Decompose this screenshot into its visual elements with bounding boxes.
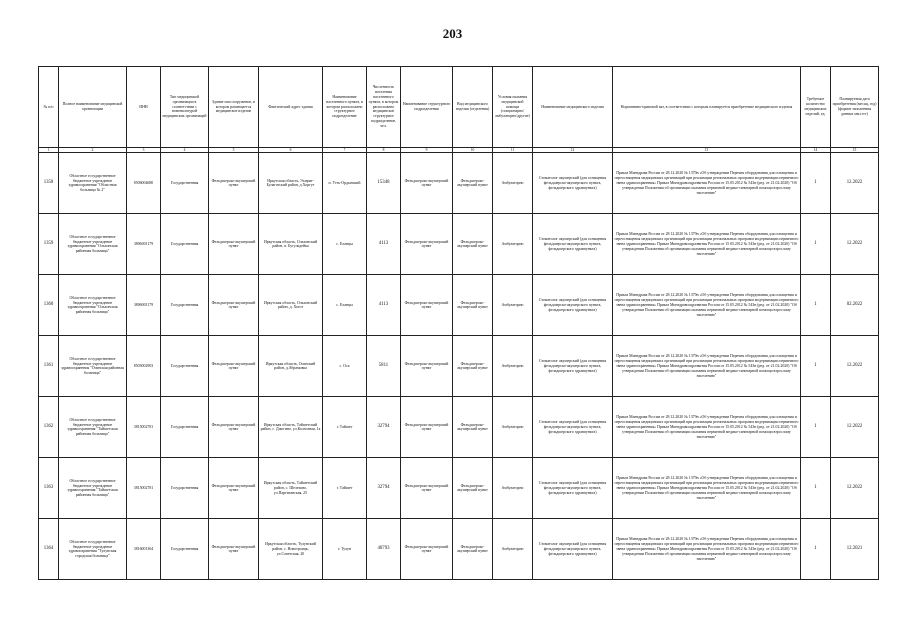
org-type-cell: Государственная: [161, 519, 209, 580]
address-cell: Иркутская область, Ольхонский район, п. Бугульдейка: [259, 214, 323, 275]
conditions-cell: Амбулаторно: [493, 214, 533, 275]
population-cell: 40793: [367, 519, 401, 580]
conditions-cell: Амбулаторно: [493, 336, 533, 397]
column-header: Нормативно-правовой акт, в соответствии с которым планируется приобретение медицинского изделия: [613, 67, 801, 148]
organization-name: Областное государственное бюджетное учреждение здравоохранения "Осинская районная больница": [59, 336, 127, 397]
inn-cell: 3815002781: [127, 397, 161, 458]
population-cell: 4113: [367, 214, 401, 275]
conditions-cell: Амбулаторно: [493, 153, 533, 214]
column-number: 1: [39, 148, 59, 153]
legal-act-cell: Приказ Минздрава России от 28.12.2020 № 1379н «Об утверждении Перечня оборудования для оснащения и переоснащения медицинских организаций при реализации региональных программ модернизации первичного звена здравоохранения» Приказ Минздравсоцразвития России от 15.05.2012 № 543н (ред. от 21.02.2020) "Об утверждении Положения об организации оказания первичной медико-санитарной помощи взрослому населению": [613, 153, 801, 214]
column-header: Полное наименование медицинской организации: [59, 67, 127, 148]
locality-cell: г. Тайшет: [323, 458, 367, 519]
inn-cell: 8506004680: [127, 153, 161, 214]
column-header: Вид медицинского изделия (отделения): [453, 67, 493, 148]
column-number: 3: [127, 148, 161, 153]
building-cell: Фельдшерско-акушерский пункт: [209, 214, 259, 275]
kind-cell: Фельдшерско-акушерский пункт: [453, 397, 493, 458]
legal-act-cell: Приказ Минздрава России от 28.12.2020 № 1379н «Об утверждении Перечня оборудования для оснащения и переоснащения медицинских организаций при реализации региональных программ модернизации первичного звена здравоохранения» Приказ Минздравсоцразвития России от 15.05.2012 № 543н (ред. от 21.02.2020) "Об утверждении Положения об организации оказания первичной медико-санитарной помощи взрослому населению": [613, 458, 801, 519]
inn-cell: 3806001179: [127, 214, 161, 275]
legal-act-cell: Приказ Минздрава России от 28.12.2020 № 1379н «Об утверждении Перечня оборудования для оснащения и переоснащения медицинских организаций при реализации региональных программ модернизации первичного звена здравоохранения» Приказ Минздравсоцразвития России от 15.05.2012 № 543н (ред. от 21.02.2020) "Об утверждении Положения об организации оказания первичной медико-санитарной помощи взрослому населению": [613, 336, 801, 397]
kind-cell: Фельдшерско-акушерский пункт: [453, 336, 493, 397]
organization-name: Областное государственное бюджетное учреждение здравоохранения "Ольхонская районная больница": [59, 275, 127, 336]
quantity-cell: 1: [801, 336, 831, 397]
organization-name: Областное государственное бюджетное учреждение здравоохранения "Тайшетская районная больница": [59, 397, 127, 458]
quantity-cell: 1: [801, 458, 831, 519]
date-cell: 02.2022: [831, 275, 879, 336]
legal-act-cell: Приказ Минздрава России от 28.12.2020 № 1379н «Об утверждении Перечня оборудования для оснащения и переоснащения медицинских организаций при реализации региональных программ модернизации первичного звена здравоохранения» Приказ Минздравсоцразвития России от 15.05.2012 № 543н (ред. от 21.02.2020) "Об утверждении Положения об организации оказания первичной медико-санитарной помощи взрослому населению": [613, 519, 801, 580]
inn-cell: 3815002781: [127, 458, 161, 519]
building-cell: Фельдшерско-акушерский пункт: [209, 153, 259, 214]
column-number: 9: [401, 148, 453, 153]
locality-cell: г. Тайшет: [323, 397, 367, 458]
column-header: Наименование структурного подразделения: [401, 67, 453, 148]
column-number: 2: [59, 148, 127, 153]
column-header: Планируемая дата приобретения (месяц, год) (формат заполнения данных мм.гггг): [831, 67, 879, 148]
conditions-cell: Амбулаторно: [493, 397, 533, 458]
population-cell: 5811: [367, 336, 401, 397]
legal-act-cell: Приказ Минздрава России от 28.12.2020 № 1379н «Об утверждении Перечня оборудования для оснащения и переоснащения медицинских организаций при реализации региональных программ модернизации первичного звена здравоохранения» Приказ Минздравсоцразвития России от 15.05.2012 № 543н (ред. от 21.02.2020) "Об утверждении Положения об организации оказания первичной медико-санитарной помощи взрослому населению": [613, 214, 801, 275]
table-row: [39, 153, 879, 214]
organization-name: Областное государственное бюджетное учреждение здравоохранения "Ольхонская районная больница": [59, 214, 127, 275]
date-cell: 12.2022: [831, 458, 879, 519]
address-cell: Иркутская область, Тайшетский район, с. Джогино, ул.Колхозная, 1а: [259, 397, 323, 458]
table-row: [39, 214, 879, 275]
unit-cell: Фельдшерско-акушерский пункт: [401, 214, 453, 275]
conditions-cell: Амбулаторно: [493, 458, 533, 519]
organization-name: Областное государственное бюджетное учреждение здравоохранения "Областная больница № 2": [59, 153, 127, 214]
address-cell: Иркутская область, Тайшетский район, с. Шелехово, ул.Партизанская, 25: [259, 458, 323, 519]
date-cell: 12.2022: [831, 153, 879, 214]
column-number: 11: [493, 148, 533, 153]
conditions-cell: Амбулаторно: [493, 519, 533, 580]
building-cell: Фельдшерско-акушерский пункт: [209, 397, 259, 458]
locality-cell: п. Усть-Ордынский: [323, 153, 367, 214]
row-number: 1361: [39, 336, 59, 397]
row-number: 1360: [39, 275, 59, 336]
population-cell: 32794: [367, 397, 401, 458]
column-number: 6: [259, 148, 323, 153]
column-number: 15: [831, 148, 879, 153]
column-header: № п/п: [39, 67, 59, 148]
column-header: Тип медицинской организации в соответствии с номенклатурой медицинских организаций: [161, 67, 209, 148]
table-row: [39, 275, 879, 336]
row-number: 1359: [39, 214, 59, 275]
column-number: 5: [209, 148, 259, 153]
organization-name: Областное государственное бюджетное учреждение здравоохранения "Тайшетская районная больница": [59, 458, 127, 519]
kind-cell: Фельдшерско-акушерский пункт: [453, 458, 493, 519]
legal-act-cell: Приказ Минздрава России от 28.12.2020 № 1379н «Об утверждении Перечня оборудования для оснащения и переоснащения медицинских организаций при реализации региональных программ модернизации первичного звена здравоохранения» Приказ Минздравсоцразвития России от 15.05.2012 № 543н (ред. от 21.02.2020) "Об утверждении Положения об организации оказания первичной медико-санитарной помощи взрослому населению": [613, 275, 801, 336]
quantity-cell: 1: [801, 519, 831, 580]
equipment-table: [38, 66, 879, 580]
address-cell: Иркутская область, Осинский район, д.Абрамовка: [259, 336, 323, 397]
kind-cell: Фельдшерско-акушерский пункт: [453, 519, 493, 580]
quantity-cell: 1: [801, 214, 831, 275]
column-header: Здание или сооружение, в котором размещается медицинское изделие: [209, 67, 259, 148]
column-number: 14: [801, 148, 831, 153]
population-cell: 4113: [367, 275, 401, 336]
header-row: [39, 67, 879, 148]
column-header: Фактический адрес здания: [259, 67, 323, 148]
column-number: 7: [323, 148, 367, 153]
column-header: Численность населения населенного пункта, в котором расположено медицинское структурное подразделение, чел.: [367, 67, 401, 148]
column-number: 8: [367, 148, 401, 153]
unit-cell: Фельдшерско-акушерский пункт: [401, 458, 453, 519]
row-number: 1363: [39, 458, 59, 519]
org-type-cell: Государственная: [161, 214, 209, 275]
device-cell: Стоматолог акушерский (для оснащения фельдшерско-акушерского пункта, фельдшерского здравпункта): [533, 458, 613, 519]
kind-cell: Фельдшерско-акушерский пункт: [453, 153, 493, 214]
quantity-cell: 1: [801, 397, 831, 458]
unit-cell: Фельдшерско-акушерский пункт: [401, 336, 453, 397]
device-cell: Стоматолог акушерский (для оснащения фельдшерско-акушерского пункта, фельдшерского здравпункта): [533, 336, 613, 397]
column-header: Наименование медицинского изделия: [533, 67, 613, 148]
population-cell: 15348: [367, 153, 401, 214]
inn-cell: 3816001364: [127, 519, 161, 580]
unit-cell: Фельдшерско-акушерский пункт: [401, 153, 453, 214]
table-row: [39, 519, 879, 580]
inn-cell: 3806001179: [127, 275, 161, 336]
row-number: 1364: [39, 519, 59, 580]
column-header: ИНН: [127, 67, 161, 148]
org-type-cell: Государственная: [161, 336, 209, 397]
table-row: [39, 336, 879, 397]
date-cell: 12.2022: [831, 397, 879, 458]
date-cell: 12.2021: [831, 519, 879, 580]
unit-cell: Фельдшерско-акушерский пункт: [401, 519, 453, 580]
device-cell: Стоматолог акушерский (для оснащения фельдшерско-акушерского пункта, фельдшерского здравпункта): [533, 519, 613, 580]
unit-cell: Фельдшерско-акушерский пункт: [401, 275, 453, 336]
address-cell: Иркутская область, Тулунский район, с. Новотроицк, ул.Советская, 20: [259, 519, 323, 580]
column-number: 13: [613, 148, 801, 153]
locality-cell: с. Еланцы: [323, 275, 367, 336]
row-number: 1362: [39, 397, 59, 458]
device-cell: Стоматолог акушерский (для оснащения фельдшерско-акушерского пункта, фельдшерского здравпункта): [533, 153, 613, 214]
page-number: 203: [442, 26, 463, 41]
conditions-cell: Амбулаторно: [493, 275, 533, 336]
table-row: [39, 458, 879, 519]
org-type-cell: Государственная: [161, 397, 209, 458]
building-cell: Фельдшерско-акушерский пункт: [209, 458, 259, 519]
org-type-cell: Государственная: [161, 153, 209, 214]
column-number: 4: [161, 148, 209, 153]
inn-cell: 8505002903: [127, 336, 161, 397]
unit-cell: Фельдшерско-акушерский пункт: [401, 397, 453, 458]
column-number: 12: [533, 148, 613, 153]
population-cell: 32794: [367, 458, 401, 519]
legal-act-cell: Приказ Минздрава России от 28.12.2020 № 1379н «Об утверждении Перечня оборудования для оснащения и переоснащения медицинских организаций при реализации региональных программ модернизации первичного звена здравоохранения» Приказ Минздравсоцразвития России от 15.05.2012 № 543н (ред. от 21.02.2020) "Об утверждении Положения об организации оказания первичной медико-санитарной помощи взрослому населению": [613, 397, 801, 458]
organization-name: Областное государственное бюджетное учреждение здравоохранения "Тулунская городская больница": [59, 519, 127, 580]
date-cell: 12.2022: [831, 336, 879, 397]
building-cell: Фельдшерско-акушерский пункт: [209, 519, 259, 580]
org-type-cell: Государственная: [161, 275, 209, 336]
org-type-cell: Государственная: [161, 458, 209, 519]
building-cell: Фельдшерско-акушерский пункт: [209, 275, 259, 336]
column-number: 10: [453, 148, 493, 153]
address-cell: Иркутская область, Ольхонский район, д. Хогот: [259, 275, 323, 336]
date-cell: 12.2022: [831, 214, 879, 275]
building-cell: Фельдшерско-акушерский пункт: [209, 336, 259, 397]
device-cell: Стоматолог акушерский (для оснащения фельдшерско-акушерского пункта, фельдшерского здравпункта): [533, 397, 613, 458]
kind-cell: Фельдшерско-акушерский пункт: [453, 214, 493, 275]
quantity-cell: 1: [801, 153, 831, 214]
table-row: [39, 397, 879, 458]
column-header: Наименование населенного пункта, в котором расположено структурное подразделение: [323, 67, 367, 148]
locality-cell: с. Оса: [323, 336, 367, 397]
column-header: Требуемое количество медицинских изделий, ед.: [801, 67, 831, 148]
device-cell: Стоматолог акушерский (для оснащения фельдшерско-акушерского пункта, фельдшерского здравпункта): [533, 275, 613, 336]
locality-cell: с. Еланцы: [323, 214, 367, 275]
row-number: 1358: [39, 153, 59, 214]
address-cell: Иркутская область, Эхирит-Булагатский район, д.Хоргут: [259, 153, 323, 214]
locality-cell: г. Тулун: [323, 519, 367, 580]
device-cell: Стоматолог акушерский (для оснащения фельдшерско-акушерского пункта, фельдшерского здравпункта): [533, 214, 613, 275]
kind-cell: Фельдшерско-акушерский пункт: [453, 275, 493, 336]
quantity-cell: 1: [801, 275, 831, 336]
column-header: Условия оказания медицинской помощи (стационарно/амбулаторно/другие): [493, 67, 533, 148]
document-sheet: [38, 66, 878, 580]
